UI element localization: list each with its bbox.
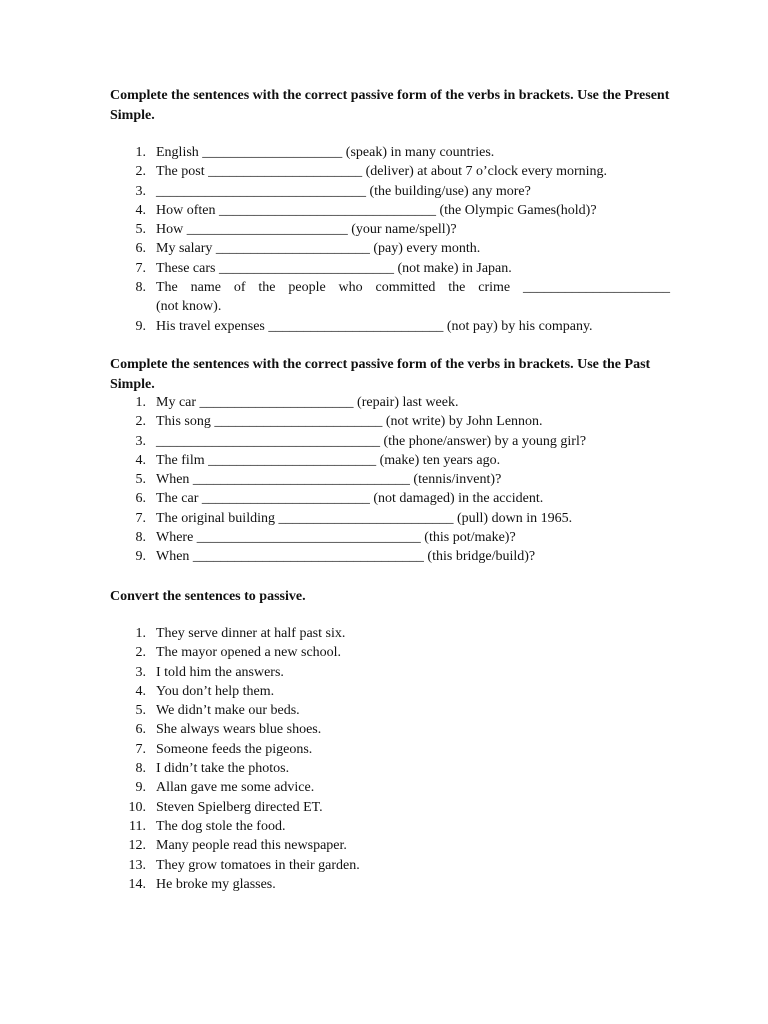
list-item (110, 759, 670, 778)
list-item (110, 547, 670, 566)
item-text: My car ______________________ (repair) last week. (156, 395, 459, 410)
item-text: ______________________________ (the building/use) any more? (156, 183, 531, 199)
item-number: 8. (135, 530, 146, 546)
item-text: His travel expenses _________________________ (not pay) by his company. (156, 318, 593, 334)
item-text: The dog stole the food. (156, 818, 286, 834)
item-text: Steven Spielberg directed ET. (156, 799, 323, 815)
list-item (110, 663, 670, 682)
item-text: I didn’t take the photos. (156, 761, 290, 777)
section-1-list (110, 143, 670, 336)
list-item (110, 643, 670, 662)
list-item (110, 701, 670, 720)
item-number: 11. (129, 818, 146, 834)
item-number: 5. (135, 703, 146, 719)
list-item (110, 836, 670, 855)
item-number: 2. (135, 645, 146, 661)
item-text: You don’t help them. (156, 683, 275, 699)
list-item (110, 412, 670, 431)
item-number: 7. (135, 510, 146, 526)
list-item (110, 470, 670, 489)
item-number: 5. (135, 222, 146, 238)
list-item (110, 393, 670, 412)
item-text: My salary ______________________ (pay) every month. (156, 241, 481, 257)
item-text: I told him the answers. (156, 664, 284, 680)
list-item (110, 162, 670, 181)
item-text: The name of the people who committed the crime _____________________ (156, 280, 670, 296)
item-text: When _________________________________ (this bridge/build)? (156, 549, 536, 565)
item-number: 6. (135, 722, 146, 738)
list-item (110, 489, 670, 508)
item-number: 9. (135, 318, 146, 334)
item-number: 1. (135, 395, 146, 410)
item-number: 7. (135, 741, 146, 757)
item-number: 3. (135, 664, 146, 680)
item-text: English ____________________ (speak) in many countries. (156, 145, 495, 160)
section-2-list (110, 393, 670, 567)
list-item (110, 856, 670, 875)
item-text: He broke my glasses. (156, 876, 276, 892)
list-item (110, 509, 670, 528)
item-number: 13. (128, 857, 146, 873)
list-item (110, 624, 670, 643)
item-number: 5. (135, 472, 146, 488)
item-text: The car ________________________ (not damaged) in the accident. (156, 491, 544, 507)
item-number: 8. (135, 761, 146, 777)
list-item (110, 278, 670, 317)
item-number: 1. (135, 626, 146, 641)
list-item (110, 317, 670, 336)
item-number: 7. (135, 260, 146, 276)
item-number: 6. (135, 241, 146, 257)
item-number: 10. (128, 799, 146, 815)
item-text: They serve dinner at half past six. (156, 626, 346, 641)
item-number: 14. (128, 876, 146, 892)
item-text: The film ________________________ (make) ten years ago. (156, 452, 501, 468)
section-3-instruction: Convert the sentences to passive. (110, 589, 306, 604)
item-text: How often _______________________________ (the Olympic Games(hold)? (156, 202, 597, 218)
item-number: 8. (135, 280, 146, 296)
list-item (110, 682, 670, 701)
item-text: This song ________________________ (not write) by John Lennon. (156, 414, 543, 430)
list-item (110, 740, 670, 759)
item-text: The original building _________________________ (pull) down in 1965. (156, 510, 573, 526)
item-text: Someone feeds the pigeons. (156, 741, 313, 757)
item-text: Many people read this newspaper. (156, 838, 347, 854)
item-number: 2. (135, 414, 146, 430)
item-number: 4. (135, 452, 146, 468)
list-item (110, 182, 670, 201)
item-number: 9. (135, 549, 146, 565)
item-text: Allan gave me some advice. (156, 780, 315, 796)
list-item (110, 220, 670, 239)
item-number: 4. (135, 202, 146, 218)
item-number: 3. (135, 183, 146, 199)
item-number: 3. (135, 433, 146, 449)
list-item (110, 432, 670, 451)
item-number: 2. (135, 164, 146, 180)
list-item (110, 778, 670, 797)
item-number: 12. (128, 838, 146, 854)
item-text: The mayor opened a new school. (156, 645, 342, 661)
list-item (110, 143, 670, 162)
section-1-instruction: Complete the sentences with the correct passive form of the verbs in brackets. Use the Present Simple. (110, 88, 670, 123)
list-item (110, 239, 670, 258)
item-text: The post ______________________ (deliver) at about 7 o’clock every morning. (156, 164, 608, 180)
list-item (110, 259, 670, 278)
section-2-instruction: Complete the sentences with the correct passive form of the verbs in brackets. Use the Past Simple. (110, 357, 651, 392)
item-number: 6. (135, 491, 146, 507)
item-number: 1. (135, 145, 146, 160)
item-text: They grow tomatoes in their garden. (156, 857, 360, 873)
list-item (110, 875, 670, 894)
item-number: 4. (135, 683, 146, 699)
list-item (110, 817, 670, 836)
item-text: How _______________________ (your name/spell)? (156, 222, 457, 238)
item-text: We didn’t make our beds. (156, 703, 300, 719)
list-item (110, 720, 670, 739)
list-item (110, 201, 670, 220)
item-text: She always wears blue shoes. (156, 722, 322, 738)
list-item (110, 798, 670, 817)
item-text: These cars _________________________ (not make) in Japan. (156, 260, 512, 276)
section-3-list (110, 624, 670, 894)
list-item (110, 451, 670, 470)
item-text: Where ________________________________ (this pot/make)? (156, 530, 516, 546)
item-number: 9. (135, 780, 146, 796)
item-text-continuation: (not know). (156, 299, 222, 315)
list-item (110, 528, 670, 547)
item-text: When _______________________________ (tennis/invent)? (156, 472, 502, 488)
item-text: ________________________________ (the phone/answer) by a young girl? (156, 433, 587, 449)
